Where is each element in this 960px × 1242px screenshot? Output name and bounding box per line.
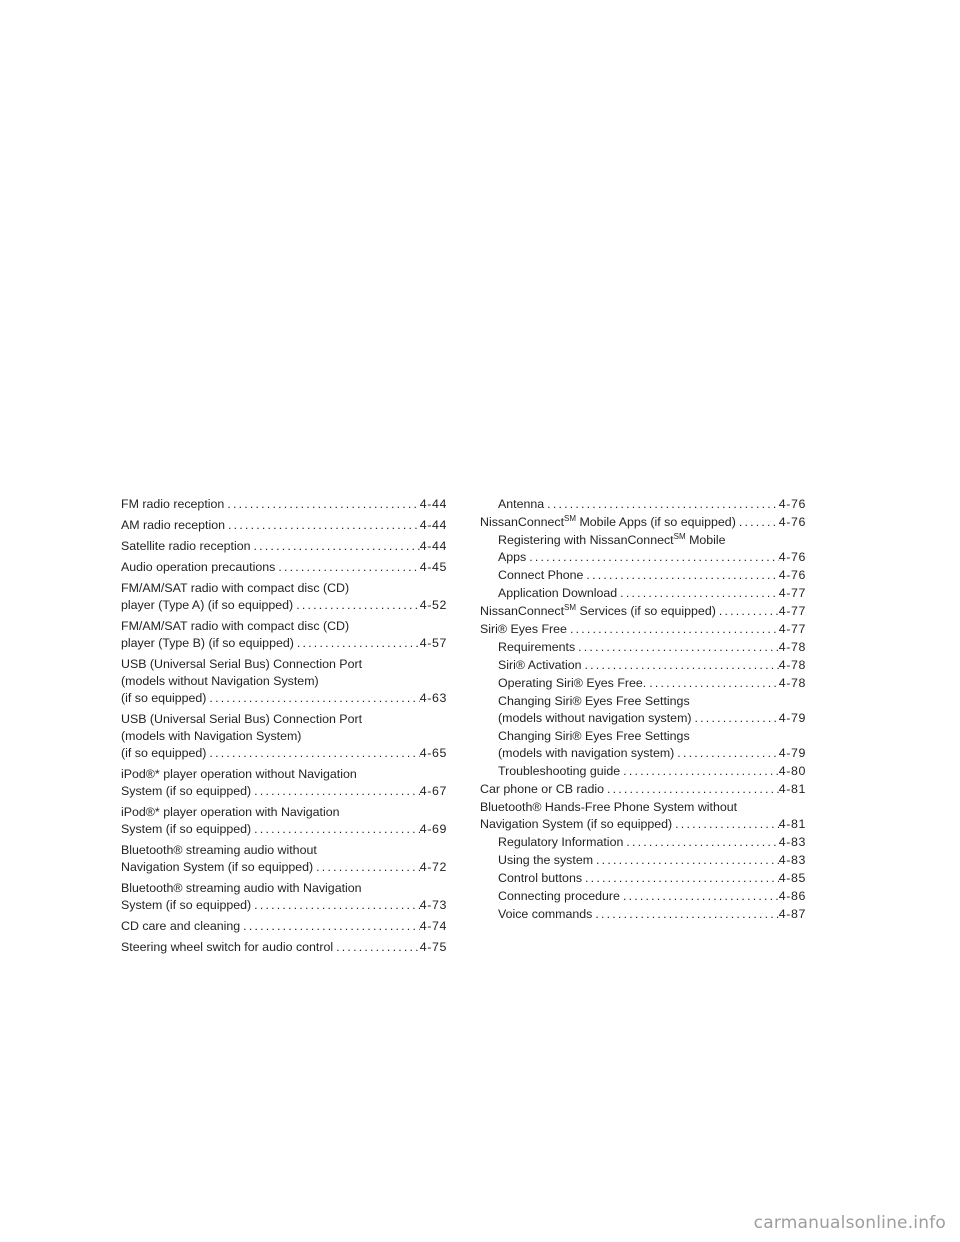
leader-dots xyxy=(592,906,778,923)
toc-page-number: 4-44 xyxy=(419,497,447,511)
toc-entry-title: Control buttons xyxy=(498,871,583,885)
toc-page-number: 4-76 xyxy=(778,497,806,511)
toc-entry-line xyxy=(498,888,806,905)
leader-dots xyxy=(251,783,420,800)
toc-entry-title: player (Type A) (if so equipped) xyxy=(121,598,294,612)
toc-entry-title-line: iPod®* player operation without Navigation xyxy=(121,767,357,781)
toc-left-column xyxy=(121,496,447,960)
toc-entry[interactable] xyxy=(121,880,447,914)
toc-entry-line xyxy=(498,710,806,727)
toc-entry[interactable] xyxy=(480,621,806,638)
toc-entry-title: Siri® Eyes Free xyxy=(480,622,567,636)
toc-entry[interactable] xyxy=(480,781,806,798)
toc-page-number: 4-83 xyxy=(778,835,806,849)
toc-entry-line xyxy=(498,496,806,513)
toc-entry-line xyxy=(498,585,806,602)
toc-entry[interactable] xyxy=(480,532,806,566)
toc-page-number: 4-77 xyxy=(778,622,806,636)
leader-dots xyxy=(251,538,420,555)
leader-dots xyxy=(582,657,779,674)
toc-entry-title: Steering wheel switch for audio control xyxy=(121,940,334,954)
leader-dots xyxy=(251,821,420,838)
toc-entry-title: Navigation System (if so equipped) xyxy=(480,817,673,831)
toc-page-number: 4-74 xyxy=(419,919,447,933)
toc-page-number: 4-69 xyxy=(419,822,447,836)
leader-dots xyxy=(646,675,779,692)
toc-entry-title-line: Bluetooth® Hands-Free Phone System without xyxy=(480,800,738,814)
toc-entry-title: (models with navigation system) xyxy=(498,746,675,760)
toc-entry-line xyxy=(121,897,447,914)
toc-entry-line xyxy=(121,559,447,576)
toc-entry-line xyxy=(498,906,806,923)
toc-entry-title: CD care and cleaning xyxy=(121,919,241,933)
toc-page-number: 4-63 xyxy=(419,691,447,705)
toc-entry[interactable] xyxy=(121,918,447,935)
toc-page-number: 4-79 xyxy=(778,711,806,725)
toc-page-number: 4-77 xyxy=(778,586,806,600)
leader-dots xyxy=(251,897,420,914)
toc-entry-line xyxy=(498,870,806,887)
toc-entry[interactable] xyxy=(121,618,447,652)
leader-dots xyxy=(623,834,778,851)
leader-dots xyxy=(582,870,779,887)
toc-entry-line xyxy=(498,657,806,674)
toc-entry-title: FM radio reception xyxy=(121,497,225,511)
leader-dots xyxy=(225,517,420,534)
leader-dots xyxy=(224,496,419,513)
toc-entry-title-line: (models with Navigation System) xyxy=(121,729,302,743)
toc-entry-title: Application Download xyxy=(498,586,618,600)
toc-page-number: 4-52 xyxy=(419,598,447,612)
toc-page-number: 4-65 xyxy=(419,746,447,760)
toc-entry-title-line: Bluetooth® streaming audio with Navigation xyxy=(121,881,362,895)
toc-entry[interactable] xyxy=(121,804,447,838)
leader-dots xyxy=(716,603,779,620)
toc-entry-line xyxy=(121,496,447,513)
toc-page-number: 4-78 xyxy=(778,658,806,672)
toc-entry-line xyxy=(480,816,806,833)
toc-entry-line xyxy=(121,783,447,800)
toc-page-number: 4-73 xyxy=(419,898,447,912)
toc-entry-title: System (if so equipped) xyxy=(121,822,252,836)
leader-dots xyxy=(294,635,420,652)
toc-entry[interactable] xyxy=(121,559,447,576)
leader-dots xyxy=(526,549,779,566)
toc-entry[interactable] xyxy=(480,496,806,513)
leader-dots xyxy=(206,745,419,762)
toc-entry-title-line: Registering with NissanConnect℠ Mobile xyxy=(498,532,726,547)
toc-entry-line xyxy=(498,639,806,656)
toc-entry-title: Using the system xyxy=(498,853,594,867)
toc-page-number: 4-67 xyxy=(419,784,447,798)
toc-entry-line xyxy=(480,514,806,531)
leader-dots xyxy=(240,918,420,935)
leader-dots xyxy=(620,888,779,905)
leader-dots xyxy=(206,690,419,707)
toc-entry-title-line: Changing Siri® Eyes Free Settings xyxy=(498,729,690,743)
toc-entry[interactable] xyxy=(480,693,806,727)
toc-page-number: 4-81 xyxy=(778,782,806,796)
toc-entry[interactable] xyxy=(121,842,447,876)
toc-entry-title-line: USB (Universal Serial Bus) Connection Port xyxy=(121,657,363,671)
leader-dots xyxy=(620,763,779,780)
toc-entry-line xyxy=(121,745,447,762)
toc-entry[interactable] xyxy=(480,888,806,905)
toc-page-number: 4-75 xyxy=(419,940,447,954)
leader-dots xyxy=(692,710,779,727)
toc-entry[interactable] xyxy=(480,870,806,887)
leader-dots xyxy=(583,567,778,584)
toc-page-number: 4-78 xyxy=(778,640,806,654)
leader-dots xyxy=(736,514,779,531)
toc-entry[interactable] xyxy=(121,517,447,534)
toc-page-number: 4-77 xyxy=(778,604,806,618)
toc-entry-title: Satellite radio reception xyxy=(121,539,251,553)
toc-entry-title: Siri® Activation xyxy=(498,658,582,672)
toc-page-number: 4-45 xyxy=(419,560,447,574)
toc-entry-title: Regulatory Information xyxy=(498,835,624,849)
toc-page-number: 4-79 xyxy=(778,746,806,760)
toc-entry[interactable] xyxy=(121,656,447,707)
toc-entry[interactable] xyxy=(480,675,806,692)
toc-entry-line xyxy=(498,567,806,584)
toc-entry-line xyxy=(498,852,806,869)
leader-dots xyxy=(617,585,779,602)
toc-page-number: 4-81 xyxy=(778,817,806,831)
toc-entry[interactable] xyxy=(121,496,447,513)
toc-entry[interactable] xyxy=(480,603,806,620)
toc-entry-line xyxy=(498,675,806,692)
toc-entry-line xyxy=(121,597,447,614)
toc-entry-title-line: (models without Navigation System) xyxy=(121,674,319,688)
toc-entry[interactable] xyxy=(480,585,806,602)
leader-dots xyxy=(313,859,420,876)
toc-entry-title-line: FM/AM/SAT radio with compact disc (CD) xyxy=(121,581,350,595)
toc-entry-title: Car phone or CB radio xyxy=(480,782,604,796)
toc-page-number: 4-80 xyxy=(778,764,806,778)
toc-entry-title: System (if so equipped) xyxy=(121,784,252,798)
toc-entry-line xyxy=(480,621,806,638)
toc-entry-title: Operating Siri® Eyes Free. xyxy=(498,676,647,690)
toc-entry-line xyxy=(480,781,806,798)
leader-dots xyxy=(593,852,779,869)
toc-entry-title-line: iPod®* player operation with Navigation xyxy=(121,805,340,819)
toc-entry-title: Antenna xyxy=(498,497,545,511)
toc-entry-title: (models without navigation system) xyxy=(498,711,692,725)
toc-entry[interactable] xyxy=(121,766,447,800)
toc-entry[interactable] xyxy=(480,728,806,762)
toc-entry-title: player (Type B) (if so equipped) xyxy=(121,636,294,650)
toc-entry-line xyxy=(121,690,447,707)
toc-entry-line xyxy=(121,859,447,876)
toc-entry-title: (if so equipped) xyxy=(121,691,207,705)
toc-page-number: 4-83 xyxy=(778,853,806,867)
toc-entry[interactable] xyxy=(480,657,806,674)
toc-entry-title-line: USB (Universal Serial Bus) Connection Port xyxy=(121,712,363,726)
toc-entry[interactable] xyxy=(480,906,806,923)
leader-dots xyxy=(567,621,779,638)
toc-entry[interactable] xyxy=(121,939,447,956)
toc-entry-line xyxy=(498,763,806,780)
leader-dots xyxy=(674,745,779,762)
toc-page-number: 4-44 xyxy=(419,539,447,553)
toc-entry-title: Troubleshooting guide xyxy=(498,764,621,778)
toc-entry[interactable] xyxy=(480,639,806,656)
toc-entry[interactable] xyxy=(480,567,806,584)
toc-entry[interactable] xyxy=(121,538,447,555)
toc-entry-line xyxy=(121,939,447,956)
toc-entry-line xyxy=(121,918,447,935)
toc-entry-line xyxy=(121,517,447,534)
toc-entry-line xyxy=(498,834,806,851)
toc-page-number: 4-57 xyxy=(419,636,447,650)
toc-page-number: 4-76 xyxy=(778,568,806,582)
toc-entry-line xyxy=(121,538,447,555)
leader-dots xyxy=(544,496,779,513)
toc-entry[interactable] xyxy=(480,799,806,833)
toc-entry-title: Audio operation precautions xyxy=(121,560,276,574)
toc-entry[interactable] xyxy=(480,834,806,851)
toc-entry-title-line: Bluetooth® streaming audio without xyxy=(121,843,317,857)
toc-page-number: 4-76 xyxy=(778,515,806,529)
toc-right-column xyxy=(480,496,806,924)
toc-entry[interactable] xyxy=(480,763,806,780)
toc-page-number: 4-72 xyxy=(419,860,447,874)
toc-entry-title: AM radio reception xyxy=(121,518,225,532)
toc-entry-line xyxy=(498,745,806,762)
toc-entry-line xyxy=(498,549,806,566)
toc-entry-line xyxy=(121,635,447,652)
toc-page-number: 4-85 xyxy=(778,871,806,885)
leader-dots xyxy=(333,939,420,956)
toc-entry-title: Connecting procedure xyxy=(498,889,620,903)
leader-dots xyxy=(604,781,779,798)
toc-page-number: 4-76 xyxy=(778,550,806,564)
toc-entry[interactable] xyxy=(121,580,447,614)
toc-entry-title: System (if so equipped) xyxy=(121,898,252,912)
toc-page-number: 4-78 xyxy=(778,676,806,690)
toc-entry-title: Navigation System (if so equipped) xyxy=(121,860,314,874)
toc-entry-title-line: Changing Siri® Eyes Free Settings xyxy=(498,694,690,708)
toc-page-number: 4-87 xyxy=(778,907,806,921)
toc-page-number: 4-44 xyxy=(419,518,447,532)
toc-entry-title: Apps xyxy=(498,550,527,564)
toc-entry-title: Voice commands xyxy=(498,907,593,921)
toc-entry-line xyxy=(121,821,447,838)
toc-entry[interactable] xyxy=(121,711,447,762)
toc-entry-line xyxy=(480,603,806,620)
toc-entry-title: NissanConnect℠ Services (if so equipped) xyxy=(480,603,716,618)
toc-entry-title-line: FM/AM/SAT radio with compact disc (CD) xyxy=(121,619,350,633)
toc-page-number: 4-86 xyxy=(778,889,806,903)
leader-dots xyxy=(275,559,419,576)
toc-entry-title: NissanConnect℠ Mobile Apps (if so equipped) xyxy=(480,514,736,529)
toc-entry-title: Connect Phone xyxy=(498,568,584,582)
toc-entry[interactable] xyxy=(480,514,806,531)
watermark: carmanualsonline.info xyxy=(753,1213,946,1233)
toc-entry-title: Requirements xyxy=(498,640,576,654)
toc-entry[interactable] xyxy=(480,852,806,869)
toc-entry-title: (if so equipped) xyxy=(121,746,207,760)
leader-dots xyxy=(672,816,779,833)
leader-dots xyxy=(293,597,420,614)
leader-dots xyxy=(575,639,779,656)
